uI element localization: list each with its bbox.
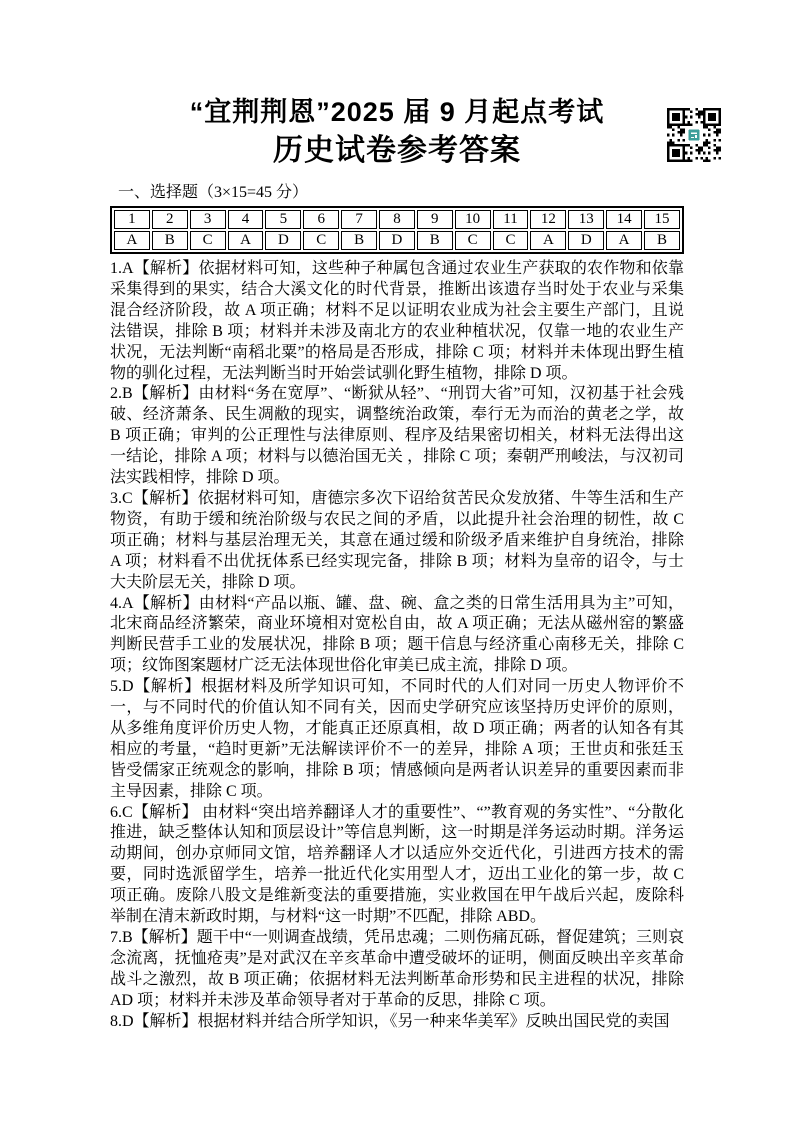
answer-cell: C — [190, 231, 226, 250]
answer-cell: B — [417, 231, 453, 250]
question-number-cell: 9 — [417, 210, 453, 229]
question-number-cell: 10 — [455, 210, 491, 229]
answer-cell: D — [265, 231, 301, 250]
explanation-paragraph-8: 8.D【解析】根据材料并结合所学知识，《另一种来华美军》反映出国民党的卖国 — [110, 1012, 670, 1030]
explanation-paragraph-3: 3.C【解析】依据材料可知，唐德宗多次下诏给贫苦民众发放猪、牛等生活和生产物资，有助于缓和统治阶级与农民之间的矛盾，以此提升社会治理的韧性，故 C 项正确；材料与基层治理无关，其意在通过缓和阶级矛盾来维护自身统治，排除 A 项；材料看不出优抚体系已经实现完备，排除 B 项；材料为皇帝的诏令，与士大夫阶层无关，排除 D 项。 — [110, 489, 684, 591]
question-number-cell: 2 — [152, 210, 188, 229]
question-number-cell: 15 — [644, 210, 680, 229]
question-number-row — [114, 210, 680, 229]
answer-cell: A — [530, 231, 566, 250]
question-number-cell: 1 — [114, 210, 150, 229]
explanation-paragraph-7: 7.B【解析】题干中“一则调查战绩，凭吊忠魂；二则伤痛瓦砾，督促建筑；三则哀念流离，抚恤疮夷”是对武汉在辛亥革命中遭受破坏的证明，侧面反映出辛亥革命战斗之激烈，故 B 项正确；依据材料无法判断革命形势和民主进程的状况，排除 AD 项；材料并未涉及革命领导者对于革命的反思，排除 C 项。 — [110, 929, 684, 1009]
answer-cell: B — [152, 231, 188, 250]
question-number-cell: 3 — [190, 210, 226, 229]
explanations-section — [110, 259, 684, 1033]
explanation-paragraph-1: 1.A【解析】依据材料可知，这些种子种属包含通过农业生产获取的农作物和依靠采集得到的果实，结合大溪文化的时代背景，推断出该遗存当时处于农业与采集混合经济阶段，故 A 项正确；材料不足以证明农业成为社会主要生产部门，且说法错误，排除 B 项；材料并未涉及南北方的农业种植状况，仅靠一地的农业生产状况，无法判断“南稻北粟”的格局是否形成，排除 C 项；材料并未体现出野生植物的驯化过程，无法判断当时开始尝试驯化野生植物，排除 D 项。 — [110, 260, 684, 382]
answer-cell: B — [341, 231, 377, 250]
answer-cell: D — [568, 231, 604, 250]
answer-cell: B — [644, 231, 680, 250]
answer-cell: C — [493, 231, 529, 250]
question-number-cell: 5 — [265, 210, 301, 229]
explanation-paragraph-4: 4.A【解析】由材料“产品以瓶、罐、盘、碗、盒之类的日常生活用具为主”可知，北宋商品经济繁荣，商业环境相对宽松自由，故 A 项正确；无法从磁州窑的繁盛判断民营手工业的发展状况，排除 B 项；题干信息与经济重心南移无关，排除 C 项；纹饰图案题材广泛无法体现世俗化审美已成主流，排除 D 项。 — [110, 594, 684, 675]
answer-cell: A — [228, 231, 264, 250]
explanation-paragraph-6: 6.C【解析】 由材料“突出培养翻译人才的重要性”、“”教育观的务实性”、“分散化推进，缺乏整体认知和顶层设计”等信息判断，这一时期是洋务运动时期。洋务运动期间，创办京师同文馆，培养翻译人才以适应外交近代化，引进西方技术的需要，同时选派留学生，培养一批近代化实用型人才，迈出工业化的第一步，故 C 项正确。废除八股文是维新变法的重要措施，实业救国在甲午战后兴起，废除科举制在清末新政时期，与材料“这一时期”不匹配，排除 ABD。 — [110, 803, 684, 926]
section-heading-multiple-choice: 一、选择题（3×15=45 分） — [118, 184, 309, 201]
question-number-cell: 6 — [303, 210, 339, 229]
qr-center-logo — [688, 129, 699, 140]
question-number-cell: 8 — [379, 210, 415, 229]
question-number-cell: 4 — [228, 210, 264, 229]
answer-cell: C — [303, 231, 339, 250]
answer-key-title: 历史试卷参考答案 — [273, 134, 521, 167]
question-number-cell: 13 — [568, 210, 604, 229]
document-body — [110, 183, 684, 1033]
explanation-paragraph-2: 2.B【解析】由材料“务在宽厚”、“断狱从轻”、“刑罚大省”可知，汉初基于社会残破、经济萧条、民生凋敝的现实，调整统治政策，奉行无为而治的黄老之学，故 B 项正确；审判的公正理性与法律原则、程序及结果密切相关，材料无法得出这一结论，排除 A 项；材料与以德治国无关 ，排除 C 项；秦朝严刑峻法，与汉初司法实践相悖，排除 D 项。 — [110, 385, 684, 487]
question-number-cell: 7 — [341, 210, 377, 229]
answer-letter-row — [114, 231, 680, 250]
answer-cell: A — [114, 231, 150, 250]
answer-cell: D — [379, 231, 415, 250]
question-number-cell: 14 — [606, 210, 642, 229]
question-number-cell: 12 — [530, 210, 566, 229]
exam-title: “宜荆荆恩”2025 届 9 月起点考试 — [189, 97, 605, 127]
answer-cell: A — [606, 231, 642, 250]
qr-code-icon — [667, 108, 721, 162]
explanation-paragraph-5: 5.D【解析】根据材料及所学知识可知，不同时代的人们对同一历史人物评价不一，与不同时代的价值认知不同有关，因而史学研究应该坚持历史评价的原则，从多维角度评价历史人物，才能真正还原真相，故 D 项正确；两者的认知各有其相应的考量，“趋时更新”无法解读评价不一的差异，排除 A 项；王世贞和张廷玉皆受儒家正统观念的影响，排除 B 项；情感倾向是两者认识差异的重要因素而非主导因素，排除 C 项。 — [110, 678, 684, 800]
answer-cell: C — [455, 231, 491, 250]
question-number-cell: 11 — [493, 210, 529, 229]
answer-key-table — [110, 206, 684, 254]
